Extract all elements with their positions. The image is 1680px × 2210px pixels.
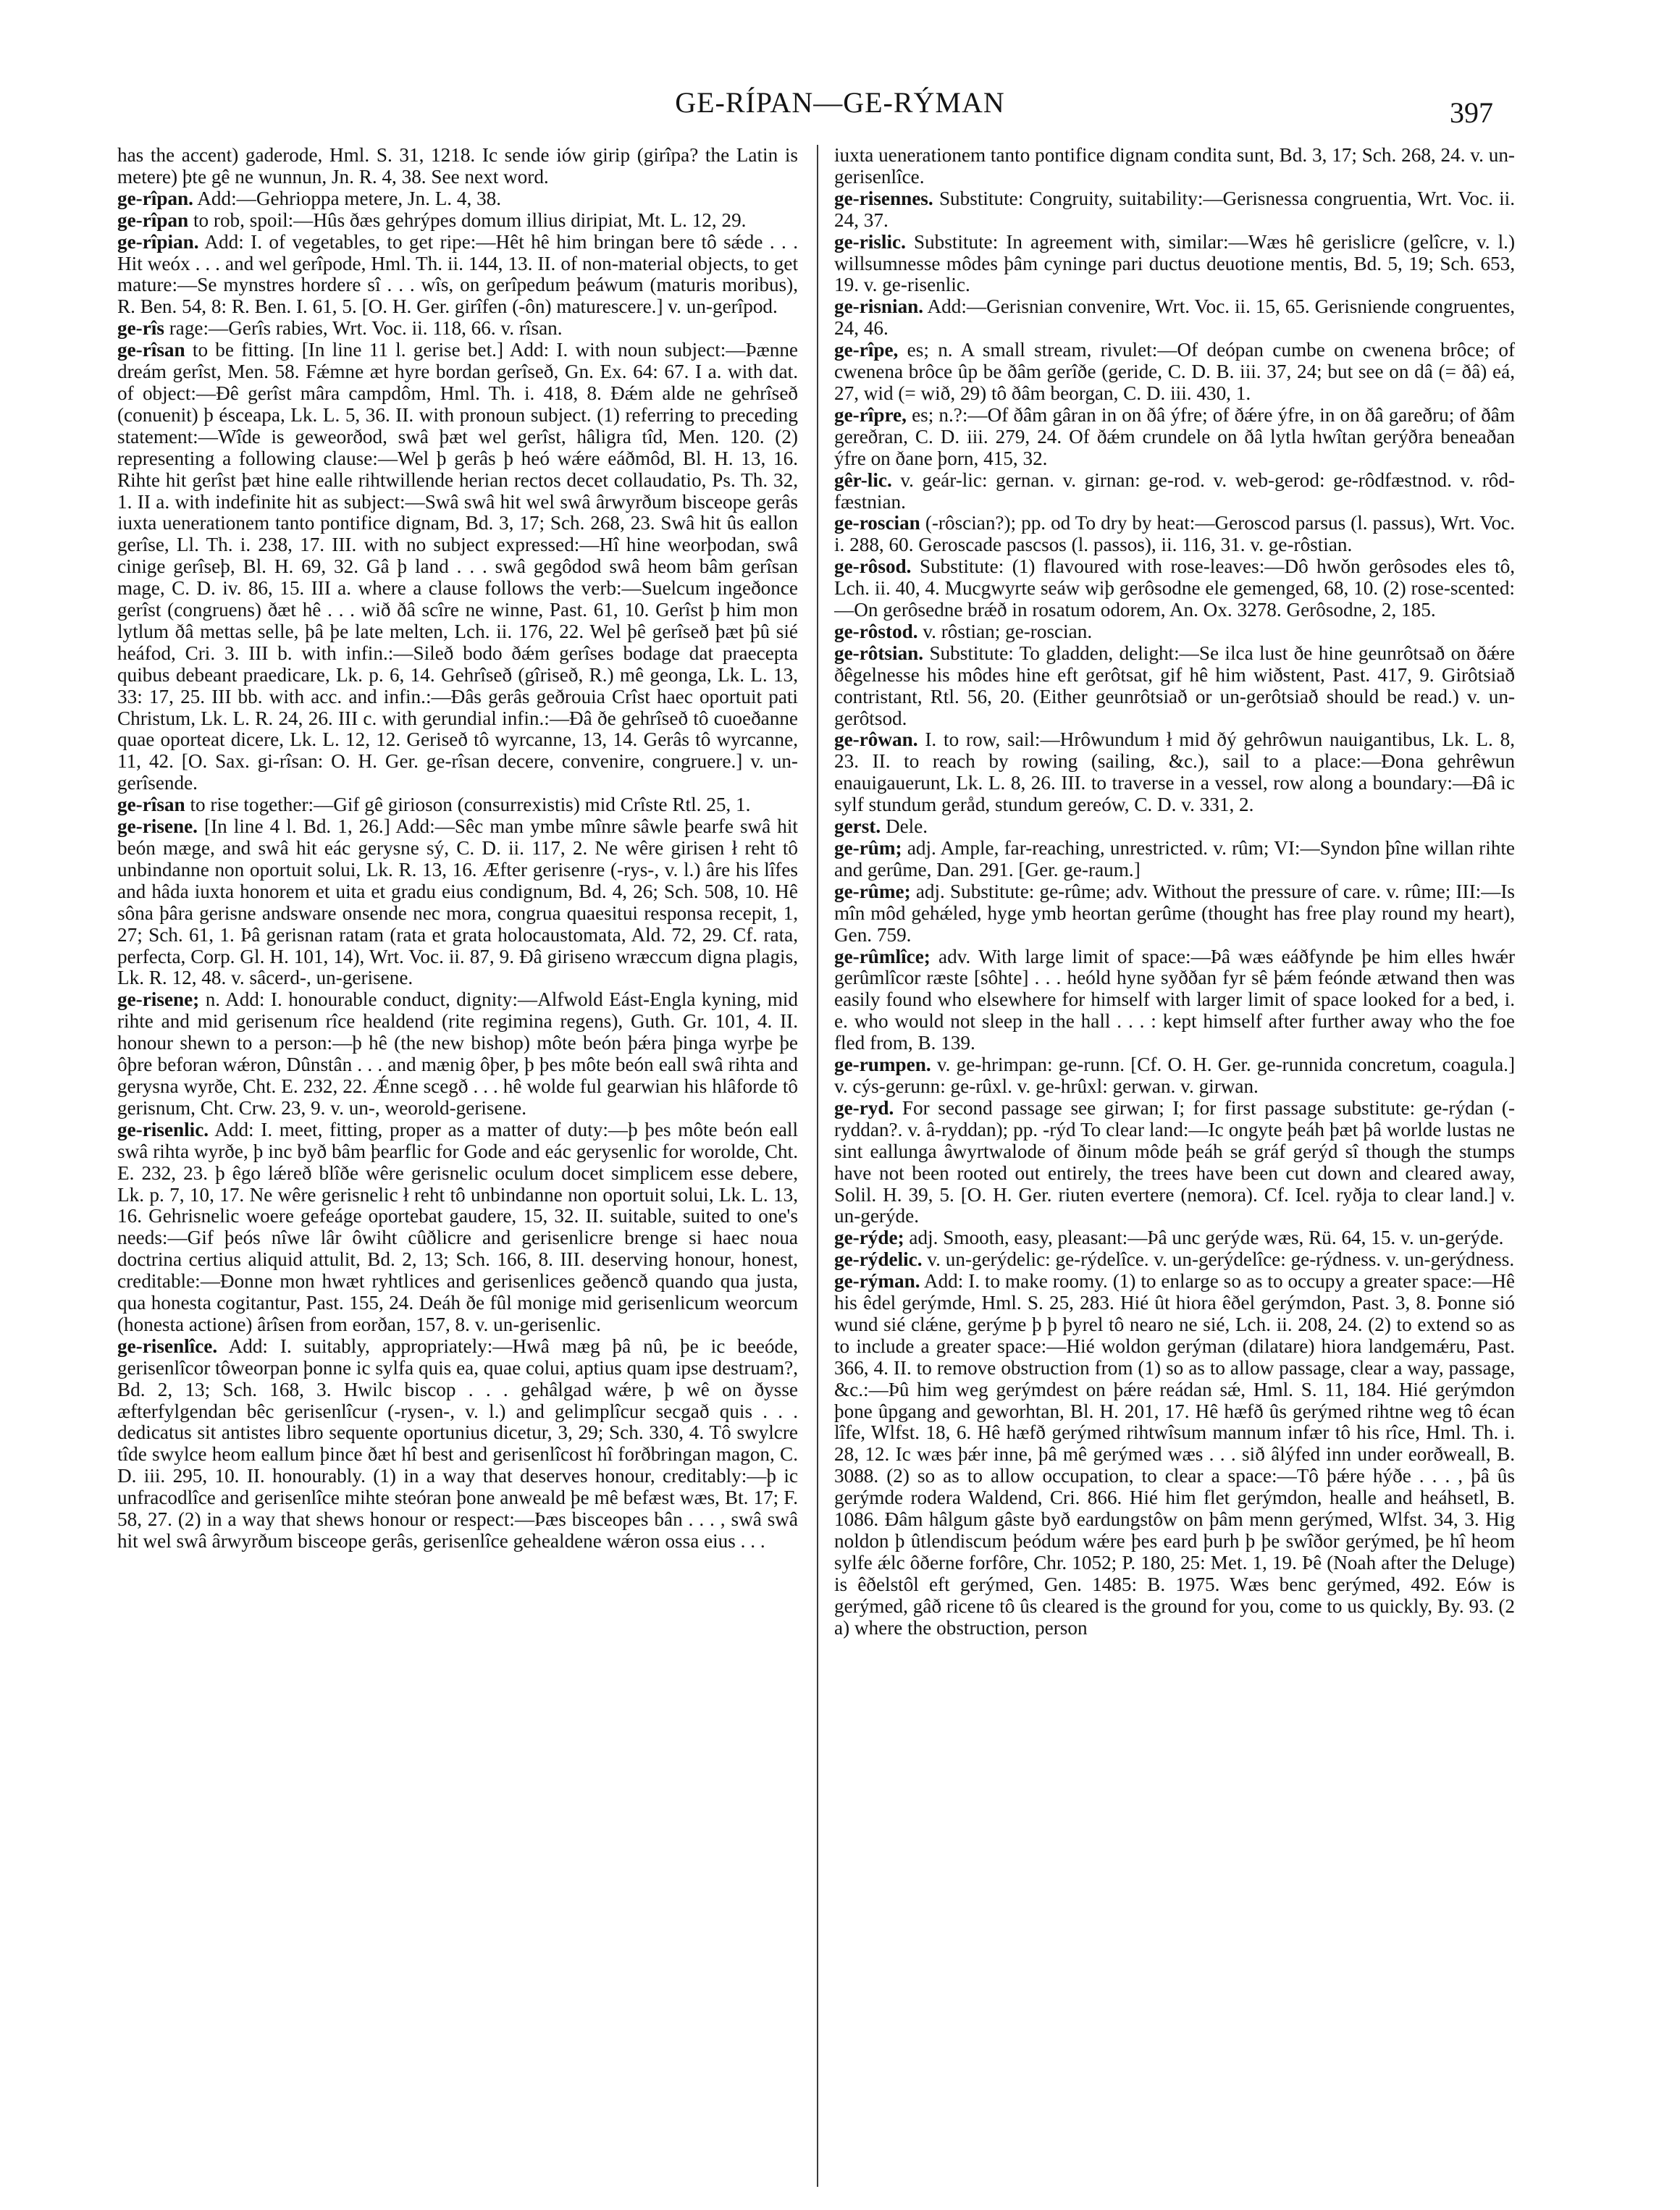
entry-text: es; n.?:—Of ðâm gâran in on ðâ ýfre; of ðǽre ýfre, in on ðâ gareðru; of ðâm gereðran, C. D. iii. 279, 24. Of ðǽm crundele on ðâ lytla hwîtan gerýðra beneaðan ýfre on ðane þorn, 415, 32. xyxy=(834,403,1515,469)
entry-headword: ge-rîpre, xyxy=(834,403,907,426)
entry-headword: ge-rîpian. xyxy=(117,230,199,253)
entry-text: Substitute: To gladden, delight:—Se ilca lust ðe hine geunrôtsað on ðǽre ðêgelnesse his môdes hine eft gerôtsat, gif hê him wiðstent, Past. 417, 9. Girôtsiað contristant, Rtl. 56, 20. (Either geunrôtsiað or un-gerôtsiað should be read.) v. un-gerôtsod. xyxy=(834,642,1515,729)
entry-text: es; n. A small stream, rivulet:—Of deópan cumbe on cwenena brôce; of cwenena brôce ûp be ðâm gerîðe (geride, C. D. B. iii. 37, 24; but see on dâ (= ðâ) eá, 27, wid (= wið, 29) tô ðâm beorgan, C. D. iii. 430, 1. xyxy=(834,339,1515,404)
entry-text: [In line 4 l. Bd. 1, 26.] Add:—Sêc man ymbe mînre sâwle þearfe swâ hit beón mæge, and swâ hit eác gerysne sý, C. D. ii. 117, 2. Ne wêre girisen ł reht tô unbindanne non oportuit solui, Lk. R. 13, 16. Æfter gerisenre (-rys-, v. l.) âre his lîfes and hâda iuxta honorem et uita et gradu eius condignum, Bd. 4, 26; Sch. 508, 10. Hê sôna þâra gerisne andsware onsende nec mora, congrua quaesitui responsa recepit, 1, 27; Sch. 61, 1. Þâ gerisnan ratam (rata et grata holocaustomata, Ald. 72, 29. Cf. rata, perfecta, Corp. Gl. H. 101, 14), Wrt. Voc. ii. 87, 9. Ðâ giriseno wræccum digna plagis, Lk. R. 12, 48. v. sâcerd-, un-gerisene. xyxy=(117,815,798,989)
entry-headword: gerst. xyxy=(834,815,881,838)
entry-headword: ge-risene. xyxy=(117,815,198,838)
dictionary-entry xyxy=(834,816,1515,838)
dictionary-entry xyxy=(117,318,798,340)
entry-headword: ge-rýman. xyxy=(834,1270,920,1293)
entry-headword: ge-rîs xyxy=(117,317,164,340)
entry-text: rage:—Gerîs rabies, Wrt. Voc. ii. 118, 66. v. rîsan. xyxy=(169,317,563,340)
entry-headword: ge-rûme; xyxy=(834,880,911,902)
dictionary-entry xyxy=(117,816,798,989)
entry-text: Add: I. meet, fitting, proper as a matter of duty:—þ þes môte beón eall swâ rihta wyrðe, þ inc byð bâm þearflic for Gode and eác gerysenlic for worolde, Cht. E. 232, 23. þ êgo lǽreð blîðe wêre gerisnelic oculum docet simplicem esse debere, Lk. p. 7, 10, 17. Ne wêre gerisnelic ł reht tô unbindanne non oportuit solui, Lk. L. 13, 16. Gehrisnelic woere gefeáge oportebat gaudere, 15, 32. II. suitable, suited to one's needs:—Gif þeós nîwe lâr ôwiht cûðlicre and gerisenlicre brenge si haec noua doctrina certius aliquid attulit, Bd. 2, 13; Sch. 166, 8. III. deserving honour, honest, creditable:—Ðonne mon hwæt ryhtlices and gerisenlices geðencð quando qua justa, qua honesta cogitantur, Past. 155, 24. Deáh ðe fûl monige mid gerisenlicum weorcum (honesta actione) ârîsen from eorðan, 157, 8. v. un-gerisenlic. xyxy=(117,1118,798,1335)
entry-text: adj. Smooth, easy, pleasant:—Þâ unc gerýde wæs, Rü. 64, 15. v. un-gerýde. xyxy=(909,1227,1504,1249)
dictionary-entry xyxy=(834,1271,1515,1639)
dictionary-entry xyxy=(834,232,1515,297)
dictionary-entry xyxy=(834,946,1515,1055)
entry-headword: ge-rîpan. xyxy=(117,187,193,209)
entry-text: n. Add: I. honourable conduct, dignity:—Alfwold Eást-Engla kyning, mid rihte and mid gerisenum rîce healdend (rite regimina regens), Guth. Gr. 101, 4. II. honour shewn to a person:—þ hê (the new bishop) môte beón þǽra þinga wyrþe þe ôþre beforan wǽron, Dûnstân . . . and mænig ôþer, þ þes môte beón eall swâ rihta and gerysna wyrðe, Cht. E. 232, 22. Ǽnne scegð . . . hê wolde ful gearwian his hlâforde tô gerisnum, Cht. Crw. 23, 9. v. un-, weorold-gerisene. xyxy=(117,988,798,1119)
entry-headword: gêr-lic. xyxy=(834,469,892,491)
dictionary-entry xyxy=(834,513,1515,556)
left-column xyxy=(117,145,798,2194)
dictionary-entry xyxy=(834,1249,1515,1271)
dictionary-entry xyxy=(834,881,1515,946)
dictionary-entry xyxy=(117,188,798,210)
dictionary-entry xyxy=(834,556,1515,621)
entry-headword: ge-ryd. xyxy=(834,1096,894,1119)
entry-headword: ge-risennes. xyxy=(834,187,933,209)
dictionary-entry xyxy=(834,1098,1515,1227)
dictionary-entry xyxy=(834,1227,1515,1249)
entry-text: has the accent) gaderode, Hml. S. 31, 1218. Ic sende iów girip (girîpa? the Latin is metere) þte gê ne wunnun, Jn. R. 4, 38. See next word. xyxy=(117,145,798,188)
dictionary-entry xyxy=(117,1119,798,1336)
entry-text: v. ge-hrimpan: ge-runn. [Cf. O. H. Ger. ge-runnida concretum, coagula.] v. cýs-gerunn: ge-rûxl. v. ge-hrûxl: gerwan. v. girwan. xyxy=(834,1054,1515,1097)
dictionary-entry xyxy=(117,232,798,319)
dictionary-entry xyxy=(117,340,798,794)
entry-text: Substitute: In agreement with, similar:—Wæs hê gerislicre (gelîcre, v. l.) willsumnesse môdes þâm cyninge pari ductus deuotione mentis, Bd. 5, 19; Sch. 653, 19. v. ge-risenlic. xyxy=(834,230,1515,296)
dictionary-entry xyxy=(834,340,1515,405)
entry-text: v. un-gerýdelic: ge-rýdelîce. v. un-gerýdelîce: ge-rýdness. v. un-gerýdness. xyxy=(927,1248,1515,1271)
dictionary-entry xyxy=(834,838,1515,881)
entry-text: Add: I. suitably, appropriately:—Hwâ mæg þâ nû, þe ic beeóde, gerisenlîcor tôweorpan þonne ic sylfa quis ea, quae colui, aptius quam ipse destruam?, Bd. 2, 13; Sch. 168, 3. Hwilc biscop . . . gehâlgad wǽre, þ wê on ðysse æfterfylgendan bêc gerisenlîcur (-rysen-, v. l.) and gelimplîcur secgað quis . . . dedicatus sit antistes libro sequente oportunius dicetur, 3, 29; Sch. 330, 4. Tô swylcre tîde swylce heom eallum þince ðæt hî best and gerisenlîcost hî forðbringan magon, C. D. iii. 295, 10. II. honourably. (1) in a way that deserves honour, creditably:—þ ic unfracodlîce and gerisenlîce mihte steóran þone anweald þe mê befæst wæs, Bt. 17; F. 58, 27. (2) in a way that shews honour or respect:—Þæs bisceopes bân . . . , swâ swâ hit wel swâ ârwyrðum bisceope gerâs, gerisenlîce gehealdene wǽron ossa eius . . . xyxy=(117,1335,798,1552)
dictionary-entry xyxy=(117,989,798,1119)
dictionary-entry xyxy=(117,794,798,816)
dictionary-entry xyxy=(834,470,1515,513)
entry-text: v. rôstian; ge-roscian. xyxy=(923,620,1093,642)
entry-text: to be fitting. [In line 11 l. gerise bet.] Add: I. with noun subject:—Þænne dreám gerîst, Men. 58. Fǽmne æt hyre bordan gerîseð, Gn. Ex. 64: 67. I a. with dat. of object:—Ðê gerîst mâra campdôm, Hml. Th. i. 418, 8. Ðǽm alde ne gehrîseð (conuenit) þ ésceapa, Lk. L. 5, 36. II. with pronoun subject. (1) referring to preceding statement:—Wîde is geweorðod, swâ þæt wel gerîst, hâligra tîd, Men. 120. (2) representing a following clause:—Wel þ gerâs þ heó wǽre eáðmôd, Bl. H. 13, 16. Rihte hit gerîst þæt hine ealle rihtwillende herian rectos decet collaudatio, Ps. Th. 32, 1. II a. with indefinite hit as subject:—Swâ swâ hit wel swâ ârwyrðum bisceope gerâs iuxta uenerationem tanto pontifice dignam, Bd. 3, 17; Sch. 268, 23. Swâ hit ûs eallon gerîse, Ll. Th. i. 238, 17. III. with no subject expressed:—Hî hine weorþodan, swâ cinige gerîseþ, Bl. H. 69, 32. Gâ þ land . . . swâ gegôdod swâ heom bâm gerîsan mage, C. D. iv. 86, 15. III a. where a clause follows the verb:—Suelcum ingeðonce gerîst (congruens) ðæt hê . . . wið ðâ scîre ne winne, Past. 61, 10. Gerîst þ him mon lytlum ðâ mettas selle, þâ þe late melten, Lch. ii. 176, 22. Wel þê gerîseð þæt þû sié heáfod, Cri. 3. III b. with infin.:—Sileð bodo ðǽm gerîses bodage dat praecepta quibus debeant praedicare, Lk. p. 6, 14. Gehrîseð (gîriseð, R.) mê geonga, Lk. L. 13, 33: 17, 25. III bb. with acc. and infin.:—Ðâs gerâs geðrouia Crîst haec oportuit pati Christum, Lk. L. R. 24, 26. III c. with gerundial infin.:—Ðâ ðe gehrîseð tô cuoeðanne quae oporteat dicere, Lk. L. 12, 12. Geriseð tô wyrcanne, 13, 14. Gerâs tô wyrcanne, 11, 42. [O. Sax. gi-rîsan: O. H. Ger. ge-rîsan decere, convenire, congruere.] v. un-gerîsende. xyxy=(117,339,798,794)
right-column xyxy=(834,145,1515,2194)
entry-headword: ge-rôstod. xyxy=(834,620,918,642)
entry-headword: ge-rôtsian. xyxy=(834,642,924,664)
dictionary-entry xyxy=(834,405,1515,470)
dictionary-entry xyxy=(834,643,1515,730)
dictionary-entry xyxy=(834,729,1515,816)
entry-text: Add: I. of vegetables, to get ripe:—Hêt hê him bringan bere tô sǽde . . . Hit weóx . . . and wel gerîpode, Hml. Th. ii. 144, 13. II. of non-material objects, to get mature:—Se mynstres hordere sî . . . wîs, on gerîpedum þeáwum (maturis moribus), R. Ben. 54, 8: R. Ben. I. 61, 5. [O. H. Ger. girîfen (-ôn) maturescere.] v. un-gerîpod. xyxy=(117,230,798,318)
dictionary-entry xyxy=(117,1336,798,1553)
entry-headword: ge-rîpe, xyxy=(834,339,899,361)
page-number: 397 xyxy=(1450,96,1493,129)
entry-headword: ge-rumpen. xyxy=(834,1054,931,1076)
entry-headword: ge-risene; xyxy=(117,988,200,1011)
dictionary-entry xyxy=(834,145,1515,188)
entry-text: to rise together:—Gif gê girioson (consurrexistis) mid Crîste Rtl. 25, 1. xyxy=(190,794,751,816)
entry-headword: ge-risnian. xyxy=(834,295,924,318)
entry-text: Substitute: (1) flavoured with rose-leaves:—Dô hwǒn gerôsodes eles tô, Lch. ii. 40, 4. Mucgwyrte seáw wiþ gerôsodne ele gemenged, 68, 10. (2) rose-scented:—On gerôsedne brǽð in rosatum odorem, An. Ox. 3278. Gerôsodne, 2, 185. xyxy=(834,555,1515,621)
entry-text: Add: I. to make roomy. (1) to enlarge so as to occupy a greater space:—Hê his êdel gerýmde, Hml. S. 25, 283. Hié ût hiora êðel gerýmdon, Past. 3, 8. Þonne sió wund sié clǽne, gerýme þ þ þyrel tô nearo ne sié, Lch. ii. 208, 24. (2) to extend so as to include a greater space:—Hié woldon gerýman (dilatare) hiora landgemǽru, Past. 366, 4. II. to remove obstruction from (1) so as to allow passage, clear a way, passage, &c.:—Þû him weg gerýmdest on þǽre reádan sǽ, Hml. S. 11, 184. Hié gerýmdon þone ûpgang and geworhtan, Bl. H. 201, 17. Hê hæfð ûs gerýmed rihtne weg tô écan lîfe, Wlfst. 18, 6. Hê hæfð gerýmed rihtwîsum mannum infær tô his rîce, Hml. Th. i. 28, 12. Ic wæs þǽr inne, þâ mê gerýmed wæs . . . sið âlýfed inn under eorðweall, B. 3088. (2) so as to allow occupation, to clear a space:—Tô þǽre hýðe . . . , þâ ûs gerýmde rodera Waldend, Cri. 866. Hié him flet gerýmdon, healle and heáhsetl, B. 1086. Ðâm hâlgum gâste byð eardungstôw on þâm menn gerýmed, Wlfst. 34, 3. Hig noldon þ ûtlendiscum þeódum wǽre þes eard þurh þ þe swîðor gerýmed, þe hî heom sylfe ǽlc ôðerne forfôre, Chr. 1052; P. 180, 25: Met. 1, 19. Þê (Noah after the Deluge) is êðelstôl eft gerýmed, Gen. 1485: B. 1975. Wæs benc gerýmed, 492. Eów is gerýmed, gâð ricene tô ûs cleared is the ground for you, come to us quickly, By. 93. (2 a) where the obstruction, person xyxy=(834,1270,1515,1639)
entry-text: Substitute: Congruity, suitability:—Gerisnessa congruentia, Wrt. Voc. ii. 24, 37. xyxy=(834,187,1515,231)
entry-headword: ge-rislic. xyxy=(834,230,906,253)
dictionary-entry xyxy=(834,296,1515,340)
entry-headword: ge-rîsan xyxy=(117,794,185,816)
entry-headword: ge-roscian xyxy=(834,512,920,534)
entry-headword: ge-rîsan xyxy=(117,339,185,361)
running-head: GE-RÍPAN—GE-RÝMAN xyxy=(675,86,1005,119)
entry-headword: ge-rýde; xyxy=(834,1227,904,1249)
entry-text: to rob, spoil:—Hûs ðæs gehrýpes domum illius diripiat, Mt. L. 12, 29. xyxy=(193,209,747,231)
entry-headword: ge-rôsod. xyxy=(834,555,912,578)
entry-text: Add:—Gerisnian convenire, Wrt. Voc. ii. 15, 65. Gerisniende congruentes, 24, 46. xyxy=(834,295,1515,340)
entry-text: adv. With large limit of space:—Þâ wæs eáðfynde þe him elles hwǽr gerûmlîcor ræste [sôhte] . . . heóld hyne syððan fyr sê þǽm feónde ætwand then was easily found who elsewhere for himself with larger limit of space looked for a bed, i. e. who would not sleep in the hall . . . : kept himself after further away who the foe fled from, B. 139. xyxy=(834,945,1515,1054)
entry-headword: ge-rôwan. xyxy=(834,728,918,751)
column-rule xyxy=(817,145,818,2187)
entry-headword: ge-rýdelic. xyxy=(834,1248,923,1271)
entry-headword: ge-rûm; xyxy=(834,837,902,859)
entry-headword: ge-risenlic. xyxy=(117,1118,209,1140)
entry-text: Dele. xyxy=(885,815,928,838)
entry-text: adj. Substitute: ge-rûme; adv. Without the pressure of care. v. rûme; III:—Is mîn môd gehǽled, hyge ymb heortan gerûme (thought has free play round my heart), Gen. 759. xyxy=(834,880,1515,946)
entry-text: adj. Ample, far-reaching, unrestricted. v. rûm; VI:—Syndon þîne willan rihte and gerûme, Dan. 291. [Ger. ge-raum.] xyxy=(834,837,1515,881)
dictionary-entry xyxy=(834,188,1515,232)
entry-text: I. to row, sail:—Hrôwundum ł mid ðý gehrôwun nauigantibus, Lk. L. 8, 23. II. to reach by rowing (sailing, &c.), sail to a place:—Ðona gehrêwun enauigauerunt, Lk. L. 8, 26. III. to traverse in a vessel, row along a boundary:—Ðâ ic sylf stundum geråd, stundum gereów, C. D. v. 331, 2. xyxy=(834,728,1515,816)
dictionary-entry xyxy=(117,210,798,232)
dictionary-entry xyxy=(117,145,798,188)
entry-text: For second passage see girwan; I; for first passage substitute: ge-rýdan (-ryddan?. v. â-ryddan); pp. -rýd To clear land:—Ic ongyte þeáh þæt þâ worlde lustas ne sint eallunga âwyrtwalode of ðinum môde þeáh se gráf gerýd sî though the stumps have not been rooted out entirely, the trees have been cut down and cleared away, Solil. H. 39, 5. [O. H. Ger. riuten evertere (nemora). Cf. Icel. ryðja to clear land.] v. un-gerýde. xyxy=(834,1096,1515,1227)
dictionary-entry xyxy=(834,1054,1515,1098)
entry-headword: ge-rîpan xyxy=(117,209,189,231)
entry-text: Add:—Gehrioppa metere, Jn. L. 4, 38. xyxy=(197,187,502,209)
entry-text: (-rôscian?); pp. od To dry by heat:—Geroscod parsus (l. passus), Wrt. Voc. i. 288, 60. Geroscade pascsos (l. passos), ii. 116, 31. v. ge-rôstian. xyxy=(834,512,1515,556)
entry-text: iuxta uenerationem tanto pontifice dignam condita sunt, Bd. 3, 17; Sch. 268, 24. v. un-gerisenlîce. xyxy=(834,145,1515,188)
entry-text: v. geár-lic: gernan. v. girnan: ge-rod. v. web-gerod: ge-rôdfæstnod. v. rôd-fæstnian. xyxy=(834,469,1515,513)
entry-headword: ge-risenlîce. xyxy=(117,1335,218,1357)
dictionary-entry xyxy=(834,621,1515,643)
entry-headword: ge-rûmlîce; xyxy=(834,945,931,967)
